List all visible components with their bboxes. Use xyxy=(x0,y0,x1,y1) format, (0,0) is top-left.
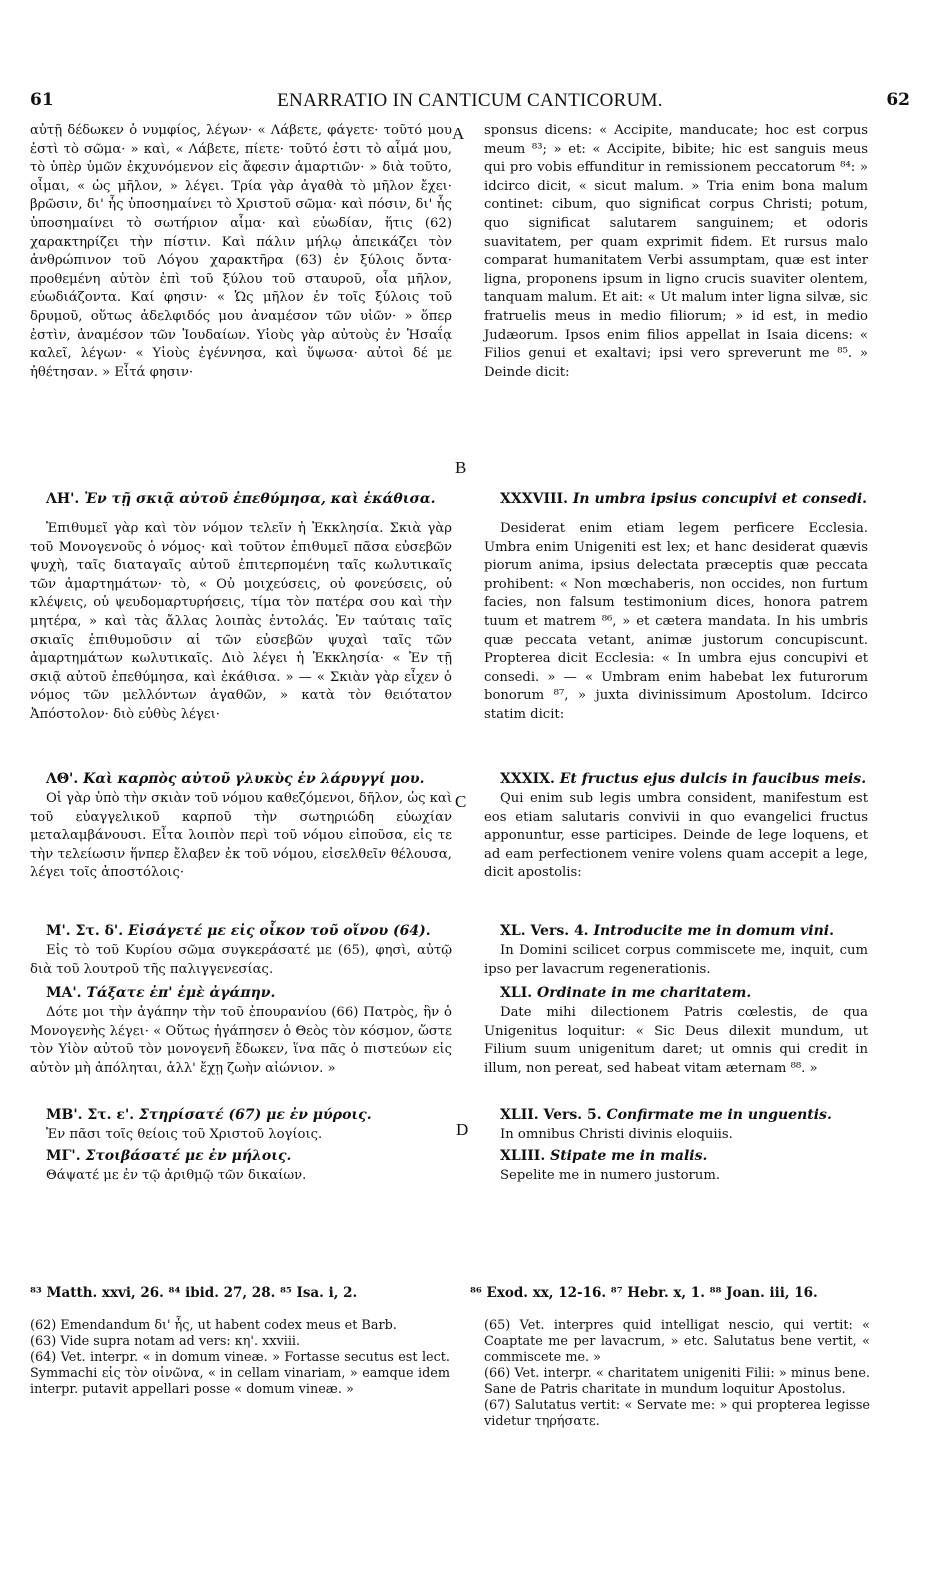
latin-paragraph: sponsus dicens: « Accipite, manducate; hoc est corpus meum ⁸³; » et: « Accipite, bibite; hic est sanguis meus qui pro vobis effunditur in remissionem peccatorum ⁸⁴: » idcirco dicit, « sicut malum. » Tria enim bona malum continet: cibum, quo significat corpus Christi; potum, quo significat salutarem sanguinem; et odoris suavitatem, per quam exprimit fidem. Et rursus malo comparat humanitatem Verbi assumptam, quæ est inter ligna, proponens ipsum in ligno crucis suaviter olentem, tanquam malum. Et ait: « Ut malum inter ligna silvæ, sic fratruelis meus in medio filiorum; » id est, in medio Judæorum. Ipsos enim filios appellat in Isaia dicens: « Filios genui et exaltavi; ipsi vero spreverunt me ⁸⁵. » Deinde dicit: xyxy=(484,123,868,380)
greek-section-1 xyxy=(30,122,452,488)
heading-text: Καὶ καρπὸς αὐτοῦ γλυκὺς ἐν λάρυγγί μου. xyxy=(83,771,425,787)
latin-heading-42 xyxy=(484,1104,868,1126)
latin-paragraph: Date mihi dilectionem Patris cœlestis, de qua Unigenitus loquitur: « Sic Deus dilexit mundum, ut Filium suum unigenitum daret; ut omnis qui credit in illum, non pereat, sed habeat vitam æternam ⁸⁸. » xyxy=(484,1005,868,1076)
heading-text: Introducite me in domum vini. xyxy=(593,923,835,939)
heading-number: ΛΗ'. xyxy=(46,491,80,507)
greek-heading-42 xyxy=(30,1104,452,1126)
latin-paragraph: In omnibus Christi divinis eloquiis. xyxy=(500,1127,733,1142)
heading-number: ΜΓ'. xyxy=(46,1147,81,1164)
greek-heading-39 xyxy=(30,768,452,790)
latin-heading-41 xyxy=(484,982,868,1004)
footnote-references-right: ⁸⁶ Exod. xx, 12-16. ⁸⁷ Hebr. x, 1. ⁸⁸ Joan. iii, 16. xyxy=(470,1285,818,1301)
greek-paragraph: Ἐν πᾶσι τοῖς θείοις τοῦ Χριστοῦ λογίοις. xyxy=(46,1127,323,1142)
margin-letter-c: C xyxy=(455,792,467,811)
greek-section-6 xyxy=(30,1126,452,1145)
latin-section-3 xyxy=(484,790,868,920)
latin-column xyxy=(484,122,868,1185)
heading-number: XXXVIII. xyxy=(500,491,568,507)
heading-text: Τάξατε ἐπ' ἐμὲ ἀγάπην. xyxy=(86,985,276,1001)
note-63: (63) Vide supra notam ad vers: κη'. xxviii. xyxy=(30,1334,301,1349)
right-page-number: 62 xyxy=(886,90,910,110)
latin-section-6 xyxy=(484,1126,868,1145)
note-66: (66) Vet. interpr. « charitatem unigeniti Filii: » minus bene. Sane de Patris charitate in mundum loquitur Apostolus. xyxy=(484,1366,870,1397)
heading-number: XXXIX. xyxy=(500,771,555,787)
left-page-number: 61 xyxy=(30,90,54,110)
greek-column xyxy=(30,122,452,1185)
greek-section-5 xyxy=(30,1004,452,1104)
heading-number: XLII. Vers. 5. xyxy=(500,1107,602,1123)
heading-text: Et fructus ejus dulcis in faucibus meis. xyxy=(559,771,867,787)
greek-paragraph: Θάψατέ με ἐν τῷ ἀριθμῷ τῶν δικαίων. xyxy=(46,1167,307,1183)
greek-heading-40 xyxy=(30,920,452,942)
footnote-references-left: ⁸³ Matth. xxvi, 26. ⁸⁴ ibid. 27, 28. ⁸⁵ Isa. i, 2. xyxy=(30,1285,358,1301)
latin-paragraph: Desiderat enim etiam legem perficere Ecclesia. Umbra enim Unigeniti est lex; et hanc desiderat quævis piorum anima, ipsius delectata præceptis quæ peccata prohibent: « Non mœchaberis, non occides, non furtum facies, non falsum testimonium dices, honora patrem tuum et matrem ⁸⁶, » et cætera mandata. In his umbris quæ peccata vetant, animæ justorum concupiscunt. Propterea dicit Ecclesia: « In umbra ejus concupivi et consedi. » — « Umbram enim habebat lex futurorum bonorum ⁸⁷, » juxta divinissimum Apostolum. Idcirco statim dicit: xyxy=(484,521,868,722)
greek-paragraph: Ἐπιθυμεῖ γὰρ καὶ τὸν νόμον τελεῖν ἡ Ἐκκλησία. Σκιὰ γὰρ τοῦ Μονογενοῦς ὁ νόμος· καὶ τοῦτον ἐπιθυμεῖ πᾶσα εὐσεβῶν ψυχὴ, ταῖς διαταγαῖς αὐτοῦ ἐπιτερπομένη ταῖς κωλυτικαῖς τῶν ἁμαρτημάτων· τὸ, « Οὐ μοιχεύσεις, οὐ φονεύσεις, οὐ κλέψεις, οὐ ψευδομαρτυρήσεις, τίμα τὸν πατέρα σου καὶ τὴν μητέρα, » καὶ τὰς ἄλλας λοιπὰς ἐντολάς. Ἐν ταύταις ταῖς σκιαῖς ἐπιθυμοῦσιν αἱ τῶν εὐσεβῶν ψυχαὶ ταῖς τῶν ἁμαρτημάτων κωλυτικαῖς. Διὸ λέγει ἡ Ἐκκλησία· « Ἐν τῇ σκιᾷ αὐτοῦ ἐπεθύμησα, καὶ ἐκάθισα. » — « Σκιὰν γὰρ εἶχεν ὁ νόμος τῶν μελλόντων ἀγαθῶν, » κατὰ τὸν θειότατον Ἀπόστολον· διὸ εὐθὺς λέγει· xyxy=(30,521,452,722)
heading-text: Confirmate me in unguentis. xyxy=(606,1107,832,1123)
note-64: (64) Vet. interpr. « in domum vineæ. » Fortasse secutus est lect. Symmachi εἰς τὸν οἰνῶνα, « in cellam vinariam, » eamque idem interpr. putavit appellari posse « domum vineæ. » xyxy=(30,1350,450,1397)
margin-letter-a: A xyxy=(452,124,465,143)
editor-notes-left xyxy=(30,1318,450,1398)
latin-paragraph: Qui enim sub legis umbra consident, manifestum est eos etiam salutaris convivii in quo evangelici fructus apponuntur, esse participes. Deinde de lege loquens, et ad eam perfectionem venire volens quam accepit a lege, dicit apostolis: xyxy=(484,791,868,881)
latin-paragraph: Sepelite me in numero justorum. xyxy=(500,1167,721,1183)
latin-heading-43 xyxy=(484,1145,868,1167)
greek-paragraph: αὐτῇ δέδωκεν ὁ νυμφίος, λέγων· « Λάβετε, φάγετε· τοῦτό μου ἐστὶ τὸ σῶμα· » καὶ, « Λάβετε, πίετε· τοῦτό ἐστι τὸ αἷμά μου, τὸ ὑπὲρ ὑμῶν ἐκχυνόμενον εἰς ἄφεσιν ἁμαρτιῶν· » διὰ τοῦτο, οἶμαι, « ὡς μῆλον, » λέγει. Τρία γὰρ ἀγαθὰ τὸ μῆλον ἔχει· βρῶσιν, δι' ἧς ὑποσημαίνει τὸ Χριστοῦ σῶμα· καὶ πόσιν, δι' ἧς ὑποσημαίνει τὸ σωτήριον αἷμα· καὶ εὐωδίαν, ἥτις (62) χαρακτηρίζει τὴν πίστιν. Καὶ πάλιν μήλῳ ἀπεικάζει τὸν ἀνθρώπινον τοῦ Λόγου χαρακτῆρα (63) ἐν ξύλοις ὄντα· προθεμένη αὐτὸν ἐπὶ τοῦ ξύλου τοῦ σταυροῦ, οἷα μῆλον, εὐωδιάζοντα. Καί φησιν· « Ὡς μῆλον ἐν τοῖς ξύλοις τοῦ δρυμοῦ, οὕτως ἀδελφιδός μου ἀναμέσον τῶν υἱῶν· » ὅπερ ἐστὶν, ἀναμέσον τῶν Ἰουδαίων. Υἱοὺς γὰρ αὐτοὺς ἐν Ἡσαΐᾳ καλεῖ, λέγων· « Υἱοὺς ἐγέννησα, καὶ ὕψωσα· αὐτοὶ δέ με ἠθέτησαν. » Εἶτά φησιν· xyxy=(30,123,452,380)
latin-heading-39 xyxy=(484,768,868,790)
latin-section-1 xyxy=(484,122,868,488)
heading-number: XL. Vers. 4. xyxy=(500,923,589,939)
note-62: (62) Emendandum δι' ἧς, ut habent codex meus et Barb. xyxy=(30,1318,397,1333)
latin-section-2 xyxy=(484,520,868,768)
latin-section-4 xyxy=(484,942,868,982)
page-header xyxy=(30,90,910,114)
editor-notes-right xyxy=(484,1318,870,1430)
running-title: ENARRATIO IN CANTICUM CANTICORUM. xyxy=(277,90,663,111)
greek-heading-43 xyxy=(30,1145,452,1167)
greek-heading-41 xyxy=(30,982,452,1004)
heading-text: Ἐν τῇ σκιᾷ αὐτοῦ ἐπεθύμησα, καὶ ἐκάθισα. xyxy=(84,491,436,507)
latin-paragraph: In Domini scilicet corpus commiscete me, inquit, cum ipso per lavacrum regenerationis. xyxy=(484,943,868,977)
margin-letter-b: B xyxy=(455,458,467,477)
latin-section-5 xyxy=(484,1004,868,1104)
heading-text: Εἰσάγετέ με εἰς οἶκον τοῦ οἴνου (64). xyxy=(127,923,431,939)
greek-section-3 xyxy=(30,790,452,920)
heading-text: Στηρίσατέ (67) με ἐν μύροις. xyxy=(138,1107,372,1123)
heading-number: XLI. xyxy=(500,985,533,1001)
greek-section-4 xyxy=(30,942,452,982)
latin-section-7 xyxy=(484,1167,868,1186)
heading-number: ΜΒ'. Στ. ε'. xyxy=(46,1107,135,1123)
heading-text: In umbra ipsius concupivi et consedi. xyxy=(572,491,868,507)
latin-heading-40 xyxy=(484,920,868,942)
heading-number: ΜΑ'. xyxy=(46,985,82,1001)
greek-heading-38 xyxy=(30,488,452,510)
greek-paragraph: Εἰς τὸ τοῦ Κυρίου σῶμα συγκεράσατέ με (65), φησὶ, αὐτῷ διὰ τοῦ λουτροῦ τῆς παλιγγενεσίας. xyxy=(30,943,452,977)
greek-paragraph: Δότε μοι τὴν ἀγάπην τὴν τοῦ ἐπουρανίου (66) Πατρὸς, ἣν ὁ Μονογενὴς λέγει· « Οὕτως ἠγάπησεν ὁ Θεὸς τὸν κόσμον, ὥστε τὸν Υἱὸν αὐτοῦ τὸν μονογενῆ ἔδωκεν, ἵνα πᾶς ὁ πιστεύων εἰς αὐτὸν μὴ ἀπόληται, ἀλλ' ἔχῃ ζωὴν αἰώνιον. » xyxy=(30,1005,452,1076)
heading-text: Στοιβάσατέ με ἐν μήλοις. xyxy=(85,1147,292,1164)
heading-number: Μ'. Στ. δ'. xyxy=(46,923,124,939)
heading-number: ΛΘ'. xyxy=(46,771,79,787)
note-65: (65) Vet. interpres quid intelligat nescio, qui vertit: « Coaptate me per lavacrum, » etc. Salutatus bene vertit, « commiscete me. » xyxy=(484,1318,870,1365)
heading-text: Ordinate in me charitatem. xyxy=(537,985,752,1001)
greek-section-7 xyxy=(30,1167,452,1186)
greek-section-2 xyxy=(30,520,452,768)
margin-letter-d: D xyxy=(456,1120,469,1139)
note-67: (67) Salutatus vertit: « Servate me: » qui propterea legisse videtur τηρήσατε. xyxy=(484,1398,870,1429)
latin-heading-38 xyxy=(484,488,868,510)
greek-paragraph: Οἱ γὰρ ὑπὸ τὴν σκιὰν τοῦ νόμου καθεζόμενοι, δῆλον, ὡς καὶ τοῦ εὐαγγελικοῦ καρποῦ τὴν σωτηριώδη εὐωχίαν μεταλαμβάνουσι. Εἶτα λοιπὸν περὶ τοῦ νόμου εἰποῦσα, εἰς τε τὴν τελείωσιν ἥνπερ ἔλαβεν ἐκ τοῦ νόμου, εἰσελθεῖν θέλουσα, λέγει τοῖς ἀποστόλοις· xyxy=(30,791,452,881)
heading-text: Stipate me in malis. xyxy=(550,1147,708,1164)
heading-number: XLIII. xyxy=(500,1147,546,1164)
